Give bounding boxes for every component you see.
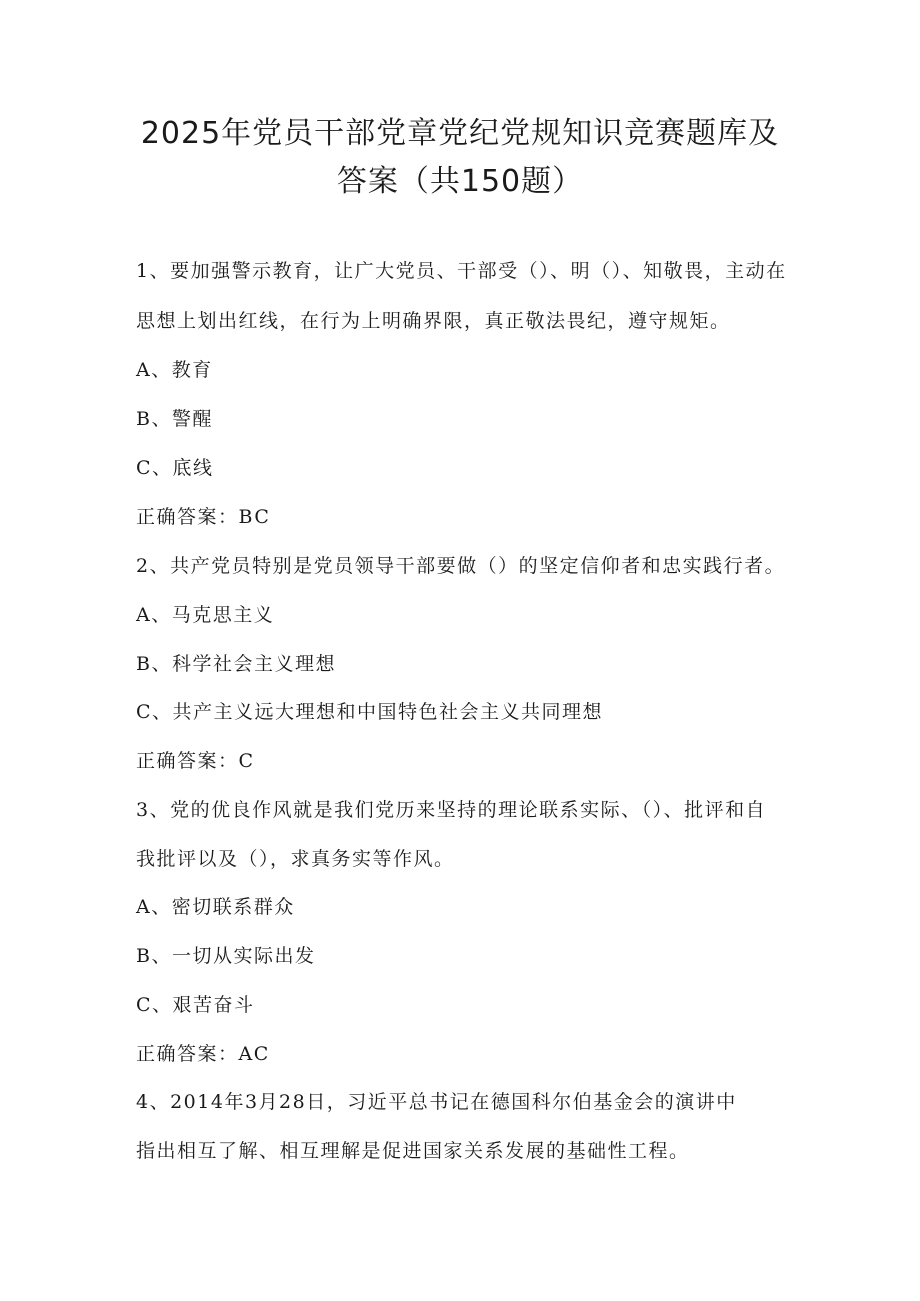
question-3-text-line-1: 3、党的优良作风就是我们党历来坚持的理论联系实际、（）、批评和自 xyxy=(136,799,767,821)
document-title-line-2: 答案（共150题） xyxy=(336,164,584,199)
question-4-text-line-1: 4、2014年3月28日，习近平总书记在德国科尔伯基金会的演讲中 xyxy=(136,1091,737,1113)
document-title-line-1: 2025年党员干部党章党纪党规知识竞赛题库及 xyxy=(140,116,780,151)
question-1-option-c: C、底线 xyxy=(136,457,214,479)
question-3-option-c: C、艰苦奋斗 xyxy=(136,994,255,1016)
question-2-text-line-1: 2、共产党员特别是党员领导干部要做（）的坚定信仰者和忠实践行者。 xyxy=(136,555,786,577)
question-1-text-line-2: 思想上划出红线，在行为上明确界限，真正敬法畏纪，遵守规矩。 xyxy=(136,310,731,332)
question-1-option-b: B、警醒 xyxy=(136,408,213,430)
question-3-option-a: A、密切联系群众 xyxy=(136,896,295,918)
question-1-text-line-1: 1、要加强警示教育，让广大党员、干部受（）、明（）、知敬畏，主动在 xyxy=(136,260,787,282)
question-1-option-a: A、教育 xyxy=(136,359,213,381)
question-3-option-b: B、一切从实际出发 xyxy=(136,945,316,967)
question-3-answer: 正确答案：AC xyxy=(136,1043,270,1065)
question-2-option-a: A、马克思主义 xyxy=(136,604,275,626)
question-4-text-line-2: 指出相互了解、相互理解是促进国家关系发展的基础性工程。 xyxy=(136,1140,690,1162)
question-2-answer: 正确答案：C xyxy=(136,750,255,772)
question-3-text-line-2: 我批评以及（），求真务实等作风。 xyxy=(136,848,455,870)
question-1-answer: 正确答案：BC xyxy=(136,506,271,528)
question-2-option-c: C、共产主义远大理想和中国特色社会主义共同理想 xyxy=(136,701,604,723)
question-2-option-b: B、科学社会主义理想 xyxy=(136,653,336,675)
